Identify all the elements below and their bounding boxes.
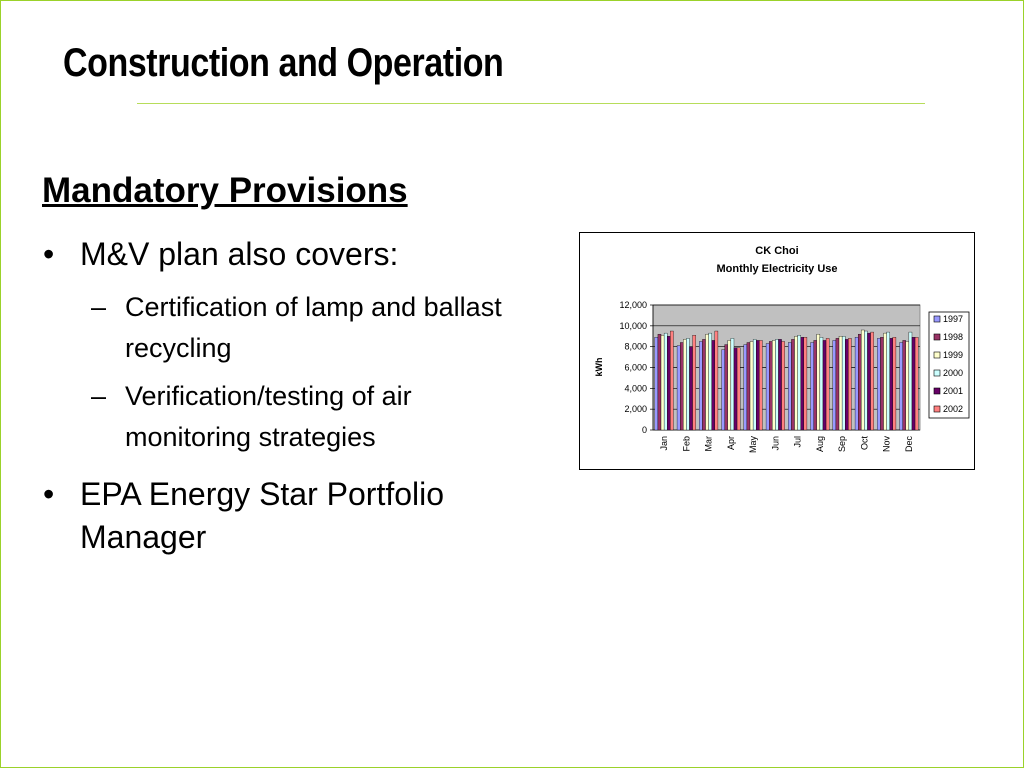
bar-2001-jan: [667, 336, 670, 430]
section-heading: Mandatory Provisions: [42, 171, 408, 210]
bar-2000-sep: [842, 336, 845, 430]
bar-1999-may: [750, 341, 753, 430]
bar-1997-jul: [788, 343, 791, 431]
bar-2000-jan: [664, 333, 667, 430]
sub-bullet-marker: –: [91, 292, 107, 322]
electricity-chart: [579, 232, 975, 470]
legend-box: [929, 312, 969, 418]
x-tick-label: Feb: [681, 436, 692, 452]
bar-2002-oct: [871, 332, 874, 430]
bar-1999-nov: [884, 333, 887, 430]
bar-2000-jul: [798, 335, 801, 430]
bar-2000-feb: [686, 338, 689, 430]
bar-2002-nov: [893, 337, 896, 430]
legend-label-1999: 1999: [943, 350, 964, 360]
legend-swatch-2002: [934, 406, 940, 412]
bar-1999-jul: [795, 336, 798, 430]
x-tick-label: Dec: [903, 436, 914, 453]
sub-bullet-item: [91, 376, 525, 458]
x-tick-label: Jan: [659, 436, 670, 451]
bullet-text: M&V plan also covers:: [80, 236, 399, 272]
bar-2000-jun: [775, 339, 778, 430]
bar-1997-sep: [833, 340, 836, 430]
bar-2000-apr: [731, 338, 734, 430]
y-tick-label: 0: [641, 425, 647, 435]
bar-1999-apr: [728, 340, 731, 430]
bar-1998-feb: [680, 343, 683, 431]
bar-1998-nov: [880, 337, 883, 430]
sub-bullet-text: Verification/testing of air monitoring strategies: [125, 381, 412, 452]
x-tick-label: Sep: [837, 436, 848, 453]
bar-1999-oct: [861, 330, 864, 430]
bar-1997-dec: [900, 343, 903, 431]
bar-2000-may: [753, 339, 756, 430]
bar-1997-jan: [655, 337, 658, 430]
x-tick-label: Nov: [881, 436, 892, 453]
legend-swatch-1997: [934, 316, 940, 322]
sub-bullet-text: Certification of lamp and ballast recycling: [125, 292, 502, 363]
bar-2001-mar: [712, 340, 715, 430]
bar-1999-sep: [839, 336, 842, 430]
x-tick-label: Oct: [859, 436, 870, 451]
sub-bullet-item: [91, 287, 525, 369]
bar-1999-jan: [661, 335, 664, 430]
slide-title: Construction and Operation: [63, 41, 504, 85]
bar-2001-nov: [890, 338, 893, 430]
bullet-item: [43, 473, 550, 559]
legend-swatch-1999: [934, 352, 940, 358]
bar-1999-aug: [817, 334, 820, 430]
bar-2002-apr: [737, 348, 740, 430]
chart-canvas: [580, 233, 974, 469]
bar-2000-nov: [887, 332, 890, 430]
legend-label-2000: 2000: [943, 368, 964, 378]
bar-1997-may: [744, 345, 747, 430]
bullet-item: [43, 233, 540, 276]
bar-2002-sep: [848, 338, 851, 430]
bar-2002-jun: [782, 341, 785, 430]
bar-1999-mar: [706, 334, 709, 430]
bar-1997-apr: [722, 350, 725, 430]
bar-1998-apr: [725, 345, 728, 430]
bar-1998-jul: [791, 339, 794, 430]
chart-subtitle: Monthly Electricity Use: [716, 263, 838, 275]
bullet-text: EPA Energy Star Portfolio Manager: [80, 476, 445, 555]
bar-2001-dec: [912, 337, 915, 430]
bar-2001-aug: [823, 340, 826, 430]
bar-2002-may: [759, 340, 762, 430]
bar-2002-mar: [715, 331, 718, 430]
bar-2001-jun: [778, 339, 781, 430]
y-tick-label: 8,000: [624, 341, 647, 352]
bar-2001-apr: [734, 348, 737, 430]
bar-1997-mar: [699, 341, 702, 430]
bar-1998-aug: [814, 340, 817, 430]
bar-1999-dec: [906, 341, 909, 430]
x-tick-label: Apr: [725, 436, 736, 451]
bar-1998-oct: [858, 334, 861, 430]
sub-bullet-marker: –: [91, 381, 107, 411]
legend-label-1997: 1997: [943, 314, 964, 324]
bar-1998-dec: [903, 340, 906, 430]
bar-2001-may: [756, 340, 759, 430]
y-tick-label: 10,000: [619, 320, 647, 331]
bar-2002-aug: [826, 338, 829, 430]
x-tick-label: Mar: [703, 436, 714, 452]
bar-2002-jul: [804, 337, 807, 430]
chart-title: CK Choi: [755, 245, 799, 257]
bar-1997-nov: [877, 338, 880, 430]
y-tick-label: 12,000: [619, 300, 647, 310]
bar-2002-feb: [693, 335, 696, 430]
bar-1997-oct: [855, 337, 858, 430]
bar-1999-feb: [683, 339, 686, 430]
bar-1997-feb: [677, 346, 680, 430]
y-tick-label: 6,000: [624, 362, 647, 373]
x-tick-label: Aug: [814, 436, 825, 453]
bar-2000-oct: [864, 331, 867, 430]
bar-2001-oct: [867, 333, 870, 430]
legend-label-2001: 2001: [943, 386, 964, 396]
x-tick-label: Jun: [770, 436, 781, 451]
legend-swatch-2001: [934, 388, 940, 394]
bar-2000-mar: [709, 333, 712, 430]
bar-2000-dec: [909, 332, 912, 430]
bar-2000-aug: [820, 337, 823, 430]
title-underline-rule: [137, 103, 925, 104]
bar-2001-jul: [801, 337, 804, 430]
bar-1998-may: [747, 343, 750, 431]
bar-1998-jun: [769, 341, 772, 430]
bar-1997-jun: [766, 344, 769, 430]
bar-2001-feb: [689, 347, 692, 430]
bar-1998-sep: [836, 338, 839, 430]
bar-2001-sep: [845, 339, 848, 430]
bullet-marker: •: [43, 236, 55, 272]
y-tick-label: 2,000: [624, 404, 647, 415]
bar-1998-mar: [702, 339, 705, 430]
legend-swatch-2000: [934, 370, 940, 376]
bar-1999-jun: [772, 340, 775, 430]
x-tick-label: May: [748, 436, 759, 454]
y-axis-label: kWh: [594, 357, 604, 377]
legend-label-2002: 2002: [943, 404, 964, 414]
x-tick-label: Jul: [792, 436, 803, 448]
bar-1997-aug: [811, 343, 814, 431]
bullet-marker: •: [43, 476, 55, 512]
legend-swatch-1998: [934, 334, 940, 340]
bar-2002-jan: [670, 331, 673, 430]
bar-1998-jan: [658, 334, 661, 430]
legend-label-1998: 1998: [943, 332, 964, 342]
y-tick-label: 4,000: [624, 383, 647, 394]
bar-2002-dec: [915, 337, 918, 430]
